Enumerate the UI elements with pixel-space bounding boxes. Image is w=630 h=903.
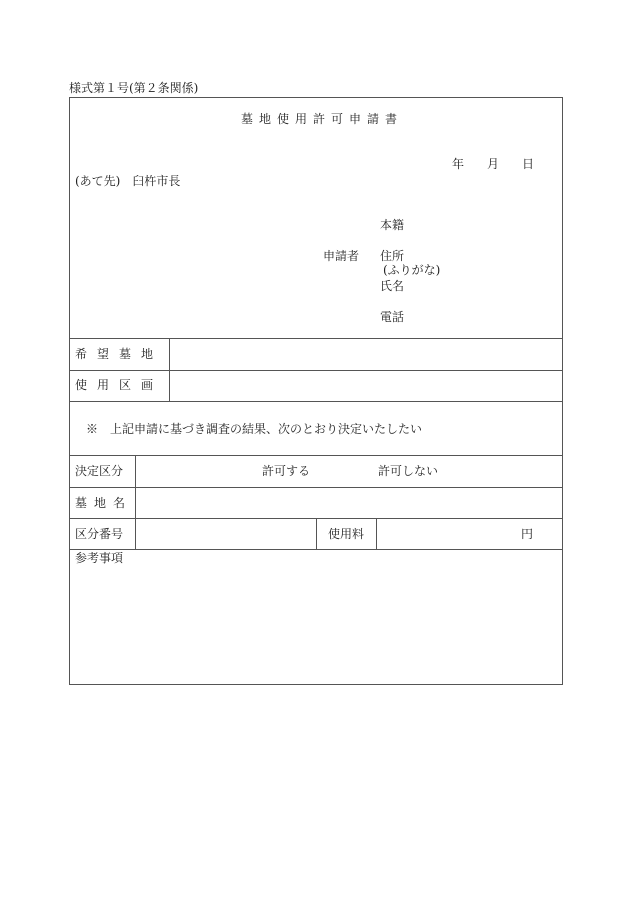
rule (69, 549, 562, 550)
desired-cemetery-field[interactable] (170, 339, 561, 370)
date-month: 月 (487, 157, 500, 171)
usage-section-label: 使用区画 (75, 378, 164, 392)
decision-permit-option[interactable]: 許可する (262, 464, 311, 478)
section-number-label: 区分番号 (75, 527, 124, 541)
rule (316, 518, 317, 549)
applicant-label: 申請者 (323, 249, 360, 263)
usage-section-field[interactable] (170, 371, 561, 401)
remarks-label: 参考事項 (75, 551, 124, 565)
remarks-field[interactable] (70, 566, 561, 682)
rule (69, 455, 562, 456)
cemetery-name-field[interactable] (136, 488, 561, 518)
applicant-name-label: 氏名 (380, 279, 405, 293)
applicant-phone-label: 電話 (380, 310, 405, 324)
section-number-field[interactable] (136, 519, 316, 549)
form-reference: 様式第１号(第２条関係) (69, 81, 199, 95)
applicant-honseki-label: 本籍 (380, 218, 405, 232)
usage-fee-label: 使用料 (328, 527, 365, 541)
rule (69, 401, 562, 402)
cemetery-name-label: 墓地名 (75, 496, 133, 510)
currency-unit: 円 (521, 527, 534, 541)
decision-deny-option[interactable]: 許可しない (378, 464, 439, 478)
applicant-address-label: 住所 (380, 249, 405, 263)
decision-category-label: 決定区分 (75, 464, 124, 478)
decision-note: ※ 上記申請に基づき調査の結果、次のとおり決定いたしたい (86, 422, 423, 436)
desired-cemetery-label: 希望墓地 (75, 347, 164, 361)
form-title: 墓地使用許可申請書 (241, 112, 404, 126)
usage-fee-field[interactable] (377, 519, 517, 549)
addressee: (あて先) 臼杵市長 (75, 174, 181, 188)
date-day: 日 (522, 157, 535, 171)
date-year: 年 (452, 157, 465, 171)
applicant-furigana-label: (ふりがな) (383, 263, 441, 277)
